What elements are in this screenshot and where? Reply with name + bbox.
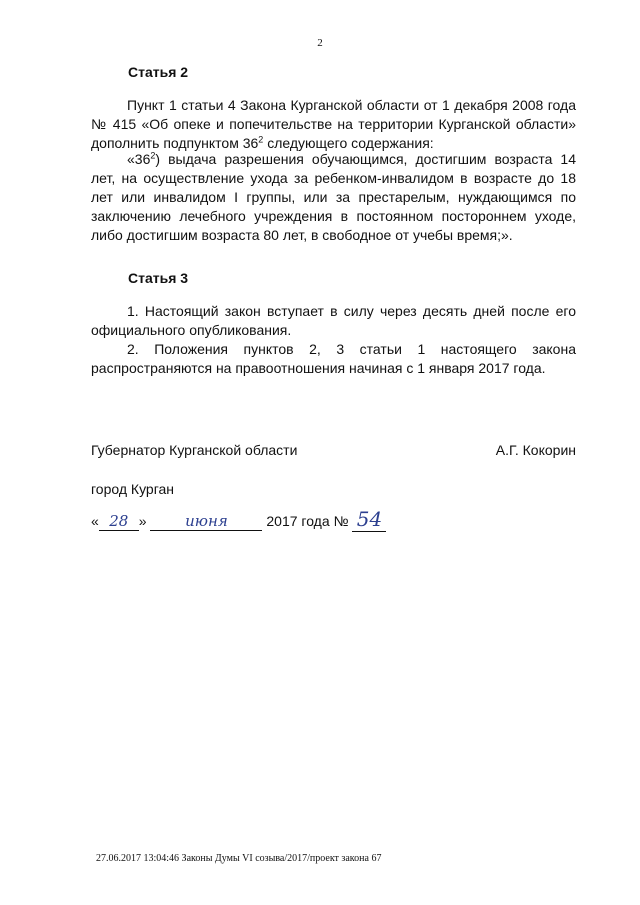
city-line: город Курган (91, 481, 175, 497)
signatory-name: А.Г. Кокорин (495, 442, 576, 458)
date-line (91, 507, 386, 532)
month-field (150, 512, 262, 531)
superscript: 2 (150, 150, 156, 161)
number-field (352, 507, 386, 532)
superscript: 2 (258, 134, 264, 145)
day-field (99, 512, 139, 531)
article-3-paragraph-2: 2. Положения пунктов 2, 3 статьи 1 настоящего закона распространяются на правоотношения начиная с 1 января 2017 года. (91, 341, 576, 376)
article-3-heading: Статья 3 (128, 270, 189, 286)
article-2-paragraph-2-text: ) выдача разрешения обучающимся, достигшим возраста 14 лет, на осуществление ухода за ребенком-инвалидом в возрасте до 18 лет или инвалидом I группы, или за престарелым, нуждающимся по заключению лечебного учреждения в постоянном постороннем уходе, либо достигшим возраста 80 лет, в свободное от учебы время;». (91, 151, 576, 243)
handwritten-day: 28 (109, 512, 129, 530)
page-number: 2 (317, 37, 323, 49)
article-2-paragraph-1-text: Пункт 1 статьи 4 Закона Курганской области от 1 декабря 2008 года № 415 «Об опеке и попечительстве на территории Курганской области» дополнить подпунктом 36 (91, 97, 576, 151)
article-2-paragraph-1-tail: следующего содержания: (263, 135, 434, 151)
article-3-paragraph-1: 1. Настоящий закон вступает в силу через десять дней после его официального опубликования. (91, 303, 576, 338)
footer-stamp: 27.06.2017 13:04:46 Законы Думы VI созыва/2017/проект закона 67 (96, 853, 382, 864)
close-quote: » (138, 513, 147, 529)
open-quote: « (91, 513, 99, 529)
handwritten-number: 54 (356, 507, 383, 531)
article-2-paragraph-2 (91, 150, 576, 245)
signatory-position: Губернатор Курганской области (91, 442, 298, 458)
year-number-label: 2017 года № (266, 513, 349, 529)
article-2-paragraph-1 (91, 96, 576, 153)
article-2-heading: Статья 2 (128, 64, 189, 80)
article-2-paragraph-2-start: «36 (127, 151, 151, 167)
handwritten-month: июня (185, 512, 228, 530)
